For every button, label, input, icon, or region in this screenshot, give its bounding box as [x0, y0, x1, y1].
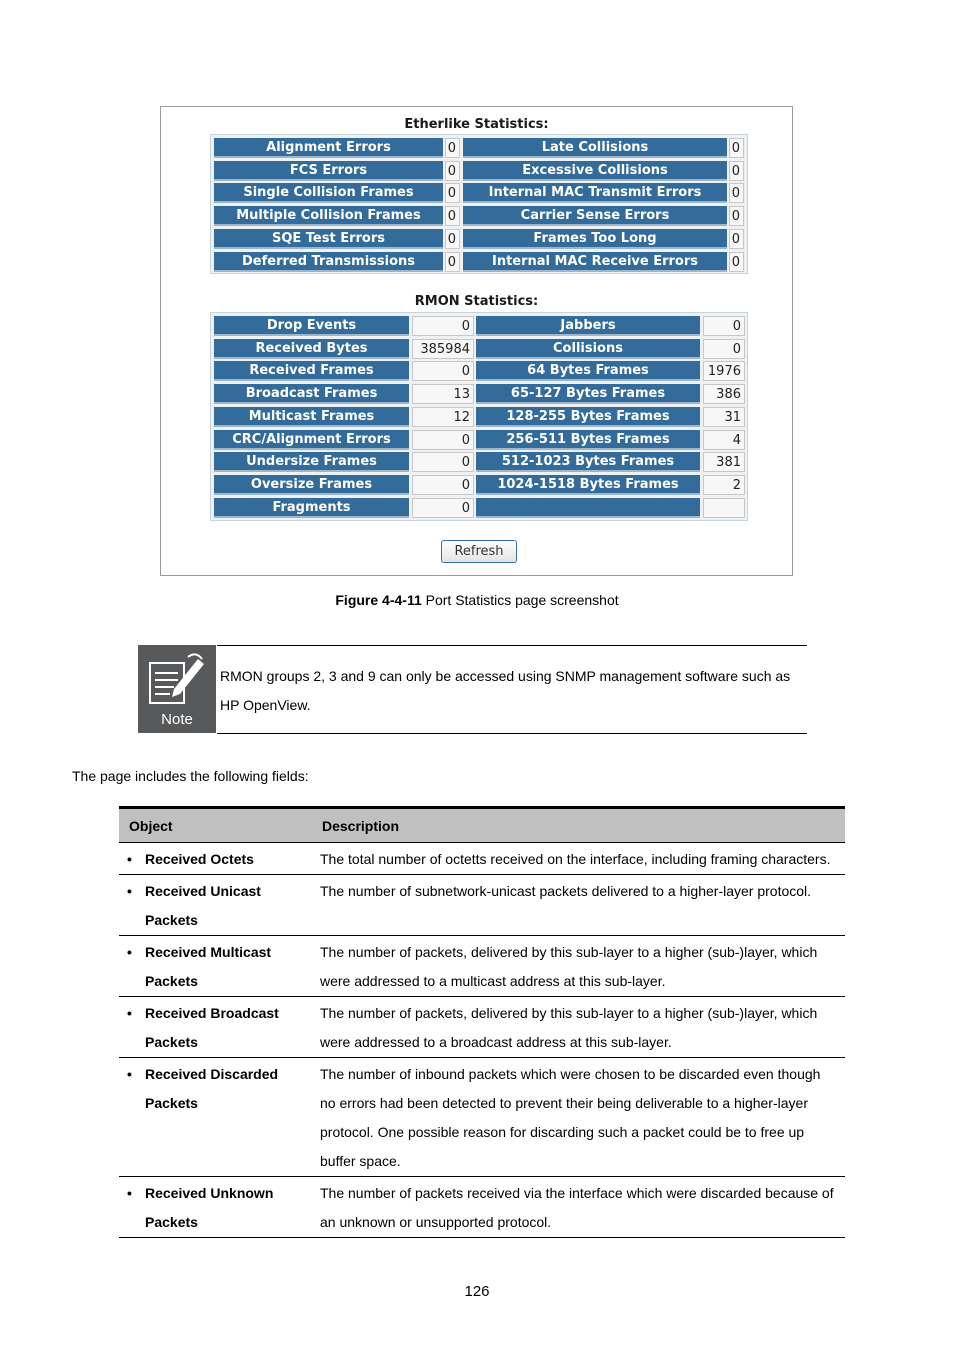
stat-value: 4 — [703, 430, 745, 450]
stat-value: 0 — [412, 430, 474, 450]
stat-value: 0 — [412, 452, 474, 472]
stat-label: 256-511 Bytes Frames — [476, 430, 700, 450]
table-row — [119, 1177, 845, 1238]
stat-label: CRC/Alignment Errors — [214, 430, 409, 450]
figure-caption — [0, 592, 954, 608]
stat-value: 0 — [445, 206, 460, 226]
note-icon-label: Note — [161, 711, 193, 728]
stat-label: 64 Bytes Frames — [476, 361, 700, 381]
object-name: Received Multicast Packets — [145, 944, 272, 989]
stat-label: 1024-1518 Bytes Frames — [476, 475, 700, 495]
stat-label: Carrier Sense Errors — [463, 206, 727, 226]
stat-label: Oversize Frames — [214, 475, 409, 495]
object-cell — [119, 1058, 312, 1177]
stat-value: 0 — [445, 252, 460, 272]
stat-label: 65-127 Bytes Frames — [476, 384, 700, 404]
stat-value: 0 — [729, 138, 744, 158]
page-number: 126 — [464, 1283, 490, 1300]
stat-value: 0 — [703, 339, 745, 359]
note-pencil-icon — [138, 645, 216, 733]
object-cell — [119, 875, 312, 936]
etherlike-title: Etherlike Statistics: — [404, 117, 549, 132]
stat-label: SQE Test Errors — [214, 229, 443, 249]
stat-label: Internal MAC Receive Errors — [463, 252, 727, 272]
stat-label: FCS Errors — [214, 161, 443, 181]
object-name: Received Octets — [145, 851, 254, 867]
stat-value: 0 — [412, 498, 474, 518]
stat-value: 0 — [412, 475, 474, 495]
note-text: RMON groups 2, 3 and 9 can only be accessed using SNMP management software such as HP OpenView. — [220, 668, 791, 713]
object-name: Received Unknown Packets — [145, 1185, 274, 1230]
rmon-title: RMON Statistics: — [414, 294, 539, 309]
object-cell — [119, 997, 312, 1058]
bullet-icon: • — [127, 851, 132, 867]
bullet-icon: • — [127, 883, 132, 899]
stat-value: 0 — [445, 161, 460, 181]
stat-value: 0 — [445, 183, 460, 203]
note-top-rule — [217, 645, 807, 646]
bullet-icon: • — [127, 1066, 132, 1082]
object-cell — [119, 843, 312, 875]
stat-label: Alignment Errors — [214, 138, 443, 158]
stat-value: 0 — [412, 361, 474, 381]
refresh-button[interactable]: Refresh — [441, 540, 517, 563]
stat-label: Deferred Transmissions — [214, 252, 443, 272]
rmon-grid — [210, 312, 748, 521]
stat-value: 386 — [703, 384, 745, 404]
stat-value: 0 — [703, 316, 745, 336]
object-cell — [119, 1177, 312, 1238]
header-object: Object — [119, 808, 312, 843]
stat-value: 12 — [412, 407, 474, 427]
object-name: Received Broadcast Packets — [145, 1005, 279, 1050]
stat-label: Multiple Collision Frames — [214, 206, 443, 226]
object-name: Received Unicast Packets — [145, 883, 261, 928]
table-row — [119, 1058, 845, 1177]
table-row — [119, 936, 845, 997]
stat-value: 0 — [445, 138, 460, 158]
stat-value: 1976 — [703, 361, 745, 381]
fields-table — [119, 806, 845, 1238]
stat-label: Undersize Frames — [214, 452, 409, 472]
stat-label: Received Bytes — [214, 339, 409, 359]
stat-value: 0 — [445, 229, 460, 249]
stat-value: 13 — [412, 384, 474, 404]
stat-label: Excessive Collisions — [463, 161, 727, 181]
stat-label: Jabbers — [476, 316, 700, 336]
stat-label: Multicast Frames — [214, 407, 409, 427]
stat-value: 0 — [729, 206, 744, 226]
description-cell: The number of packets, delivered by this sub-layer to a higher (sub-)layer, which were addressed to a broadcast address at this sub-layer. — [312, 997, 845, 1058]
figure-caption-text: Port Statistics page screenshot — [421, 592, 619, 608]
table-row — [119, 843, 845, 875]
stat-label: 512-1023 Bytes Frames — [476, 452, 700, 472]
stat-label: Frames Too Long — [463, 229, 727, 249]
stat-label: Received Frames — [214, 361, 409, 381]
description-cell: The number of subnetwork-unicast packets delivered to a higher-layer protocol. — [312, 875, 845, 936]
table-row — [119, 997, 845, 1058]
stat-value: 0 — [729, 229, 744, 249]
stat-label: Single Collision Frames — [214, 183, 443, 203]
stat-label: Collisions — [476, 339, 700, 359]
stat-label: Broadcast Frames — [214, 384, 409, 404]
stat-value: 0 — [729, 183, 744, 203]
stat-value: 385984 — [412, 339, 474, 359]
stat-value: 381 — [703, 452, 745, 472]
stat-value: 0 — [729, 252, 744, 272]
stat-value — [703, 498, 745, 518]
intro-paragraph: The page includes the following fields: — [72, 768, 309, 784]
description-cell: The number of packets, delivered by this sub-layer to a higher (sub-)layer, which were addressed to a multicast address at this sub-layer. — [312, 936, 845, 997]
stat-label: Drop Events — [214, 316, 409, 336]
etherlike-grid — [210, 134, 748, 274]
stat-value: 31 — [703, 407, 745, 427]
port-statistics-screenshot — [160, 106, 793, 576]
fields-header-row — [119, 808, 845, 843]
stat-label: 128-255 Bytes Frames — [476, 407, 700, 427]
stat-label: Late Collisions — [463, 138, 727, 158]
bullet-icon: • — [127, 944, 132, 960]
object-name: Received Discarded Packets — [145, 1066, 279, 1111]
description-cell: The number of packets received via the interface which were discarded because of an unknown or unsupported protocol. — [312, 1177, 845, 1238]
note-bottom-rule — [217, 733, 807, 734]
header-description: Description — [312, 808, 845, 843]
description-cell: The number of inbound packets which were chosen to be discarded even though no errors had been detected to prevent their being deliverable to a higher-layer protocol. One possible reason for discarding such a packet could be to free up buffer space. — [312, 1058, 845, 1177]
figure-number: Figure 4-4-11 — [335, 592, 422, 608]
bullet-icon: • — [127, 1185, 132, 1201]
stat-value: 2 — [703, 475, 745, 495]
stat-label: Internal MAC Transmit Errors — [463, 183, 727, 203]
bullet-icon: • — [127, 1005, 132, 1021]
note-icon — [138, 645, 216, 733]
stat-value: 0 — [412, 316, 474, 336]
object-cell — [119, 936, 312, 997]
stat-label — [476, 498, 700, 518]
description-cell: The total number of octetts received on the interface, including framing characters. — [312, 843, 845, 875]
stat-value: 0 — [729, 161, 744, 181]
table-row — [119, 875, 845, 936]
stat-label: Fragments — [214, 498, 409, 518]
